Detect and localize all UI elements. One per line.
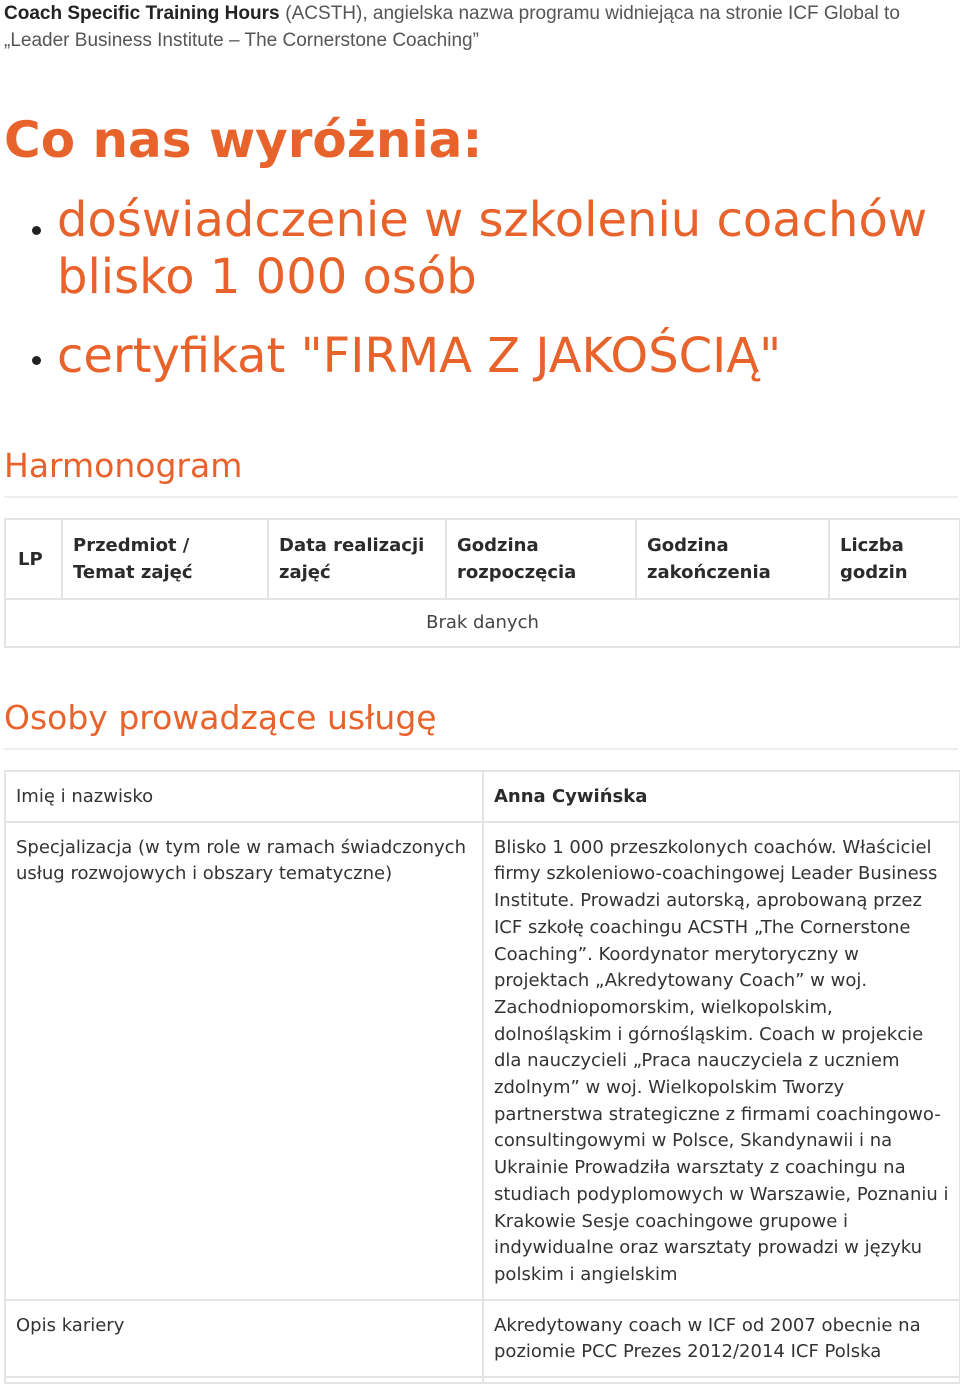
schedule-table <box>4 518 960 648</box>
column-header-topic: Przedmiot / Temat zajęć <box>62 519 268 599</box>
row-label: Opis kariery <box>5 1300 483 1377</box>
column-header-lp: LP <box>5 519 62 599</box>
table-row <box>5 822 960 1300</box>
career-text: Akredytowany coach w ICF od 2007 obecnie na poziomie PCC Prezes 2012/2014 ICF Polska <box>483 1300 960 1377</box>
bullet-dot-icon <box>32 356 41 365</box>
column-header-hours: Liczba godzin <box>829 519 960 599</box>
trainers-table <box>4 770 960 1384</box>
column-header-end-time: Godzina zakończenia <box>636 519 829 599</box>
row-label: Imię i nazwisko <box>5 771 483 822</box>
highlights-title: Co nas wyróżnia: <box>4 111 483 169</box>
column-header-date: Data realizacji zajęć <box>268 519 446 599</box>
cut-off-cell <box>483 1377 960 1383</box>
specialization-text: Blisko 1 000 przeszkolonych coachów. Właściciel firmy szkoleniowo-coachingowej Leader Business Institute. Prowadzi autorską, aprobowaną przez ICF szkołę coachingu ACSTH „The Cornerstone Coaching”. Koordynator merytoryczny w projektach „Akredytowany Coach” w woj. Zachodniopomorskim, wielkopolskim, dolnośląskim i górnośląskim. Coach w projekcie dla nauczycieli „Praca nauczyciela z uczniem zdolnym” w woj. Wielkopolskim Tworzy partnerstwa strategiczne z firmami coachingowo-consultingowymi w Polsce, Skandynawii i na Ukrainie Prowadziła warsztaty z coachingu na studiach podyplomowych w Warszawie, Poznaniu i Krakowie Sesje coachingowe grupowe i indywidualne oraz warsztaty prowadzi w języku polskim i angielskim <box>483 822 960 1300</box>
highlight-text: doświadczenie w szkoleniu coachów blisko 1 000 osób <box>57 192 928 305</box>
trainers-title: Osoby prowadzące usługę <box>4 696 958 750</box>
row-label: Specjalizacja (w tym role w ramach świadczonych usług rozwojowych i obszary tematyczne) <box>5 822 483 1300</box>
highlight-text: certyfikat "FIRMA Z JAKOŚCIĄ" <box>57 328 782 384</box>
highlight-item <box>0 328 960 385</box>
schedule-header-row <box>5 519 960 599</box>
intro-paragraph <box>4 0 956 54</box>
table-row <box>5 1377 960 1383</box>
cut-off-cell <box>5 1377 483 1383</box>
highlight-item <box>0 192 960 306</box>
bullet-dot-icon <box>32 226 41 235</box>
schedule-empty-row <box>5 599 960 647</box>
highlights-list <box>0 192 960 407</box>
schedule-title: Harmonogram <box>4 444 958 498</box>
empty-state-text: Brak danych <box>5 599 960 647</box>
trainer-name: Anna Cywińska <box>483 771 960 822</box>
intro-text: (ACSTH), angielska nazwa programu widniejąca na stronie ICF Global to „Leader Business Institute – The Cornerstone Coaching” <box>4 3 900 51</box>
table-row <box>5 771 960 822</box>
column-header-start-time: Godzina rozpoczęcia <box>446 519 636 599</box>
intro-bold-term: Coach Specific Training Hours <box>4 3 280 24</box>
table-row <box>5 1300 960 1377</box>
